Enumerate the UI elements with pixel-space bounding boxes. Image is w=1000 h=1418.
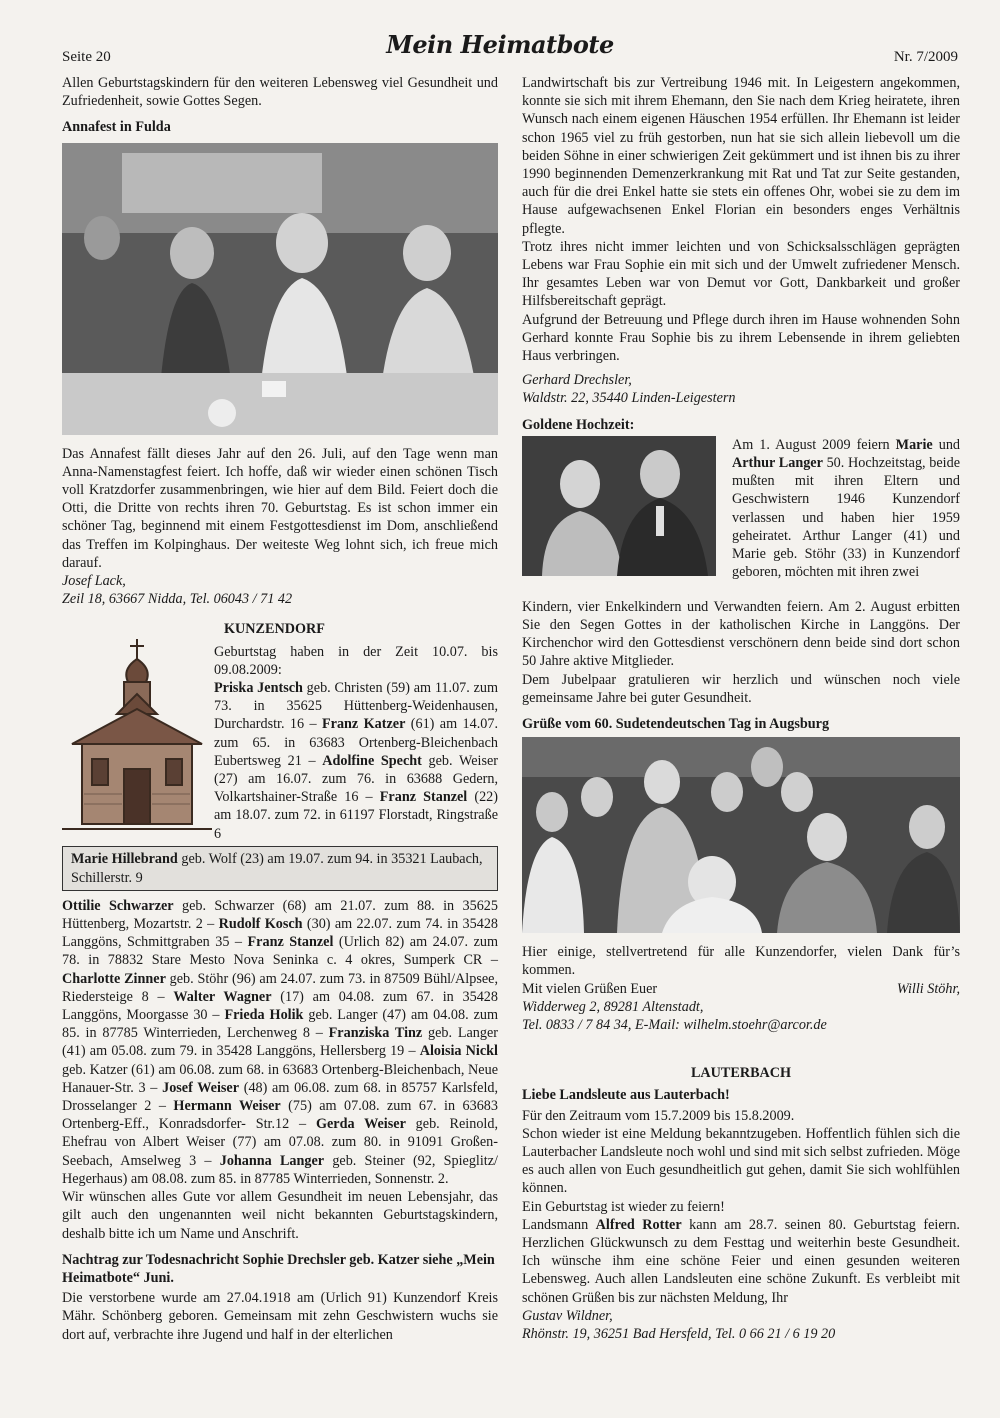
golden-wedding-photo-graphic [522, 436, 716, 576]
page-number: Seite 20 [62, 49, 111, 65]
birthday-list-name: Josef Weiser [162, 1079, 240, 1096]
lauterbach-birthday-name: Alfred Rotter [595, 1216, 682, 1233]
gruesse-signature-name: Willi Stöhr, [896, 980, 960, 997]
goldene-heading: Goldene Hochzeit: [522, 416, 635, 433]
nachtrag-heading: Nachtrag zur Todesnachricht Sophie Drechsler geb. Katzer siehe „Mein Heimatbote“ Juni. [62, 1251, 495, 1286]
goldene-text-rest: Kindern, vier Enkelkindern und Verwandten feiern. Am 2. August erbitten Sie den Segen Gottes in der katholischen Kirche in Langgöns. Der Kirchenchor wird den Gottesdienst verschönern denn beide sind dort schon 50 Jahre aktive Mitglieder. [522, 598, 960, 670]
lauterbach-text-3a: Landsmann [522, 1216, 596, 1233]
highlighted-birthday-name: Marie Hillebrand [71, 851, 178, 868]
birthday-details: (61) am 14.07. zum 65. in 63683 Ortenberg-Bleichenbach Eubertsweg 21 – [214, 716, 498, 769]
gruesse-signature-address: Widderweg 2, 89281 Altenstadt, [522, 998, 704, 1015]
birthday-list-details: geb. Langer (47) am 04.08. zum 85. in 87785 Winterrieden, Lerchenweg 8 – [62, 1007, 498, 1042]
birthday-list-name: Hermann Weiser [173, 1098, 281, 1115]
annafest-signature-name: Josef Lack, [62, 573, 126, 590]
birthday-list-name: Aloisia Nickl [419, 1043, 498, 1060]
kunzendorf-section [62, 616, 499, 842]
lauterbach-text-3b: kann am 28.7. seinen 80. Geburtstag feiern. Herzlichen Glückwunsch zu dem Festtag und weiterhin beste Gesundheit. Ich wünsche ihm eine schöne Feier und einen gesunden weiteren Lebensweg. Auch allen Landsleuten eine schöne Zukunft. Es verbleibt mit schönen Grüßen bis zur nächsten Meldung, Ihr [522, 1216, 960, 1306]
goldene-name-2: Arthur Langer [732, 455, 823, 472]
sudetendeutscher-tag-photo [522, 737, 960, 933]
birthday-details: geb. Christen (59) am 11.07. zum 73. in 35625 Hüttenberg-Weidenhausen, Durchardstr. 16 – [214, 680, 498, 733]
nachtrag-text: Die verstorbene wurde am 27.04.1918 am (Urlich 91) Kunzendorf Kreis Mähr. Schönberg geboren. Gemeinsam mit zehn Geschwistern wuchs sie dort auf, verbrachte ihre Jugend und half in der elterlichen [62, 1290, 498, 1343]
obituary-continuation-2: Trotz ihres nicht immer leichten und von Schicksalsschlägen geprägten Lebens war Frau Sophie ein mit sich und der Umwelt zufriedener Mensch. Ihr gesamtes Leben war von Demut vor Gott, Dankbarkeit und großer Hilfsbereitschaft geprägt. [522, 238, 960, 310]
birthday-list-name: Franz Stanzel [247, 934, 334, 951]
lauterbach-text-3 [522, 1216, 960, 1307]
goldene-text-b: und [932, 436, 960, 453]
goldene-text-c: 50. Hochzeitstag, beide mußten mit ihren Eltern und Geschwistern 1946 Kunzendorf verlassen und haben hier 1959 geheiratet. Arthur Langer (41) und Marie geb. Stöhr (33) in Kunzendorf geboren, möchten mit ihren zwei [732, 455, 960, 581]
lauterbach-subheading: Liebe Landsleute aus Lauterbach! [522, 1087, 730, 1104]
birthday-list-details: (75) am 07.08. zum 67. in 63683 Ortenberg-Eff., Konradsdorfer- Str.12 – [62, 1098, 498, 1133]
gruesse-closing-row [522, 980, 960, 998]
lauterbach-text-2: Ein Geburtstag ist wieder zu feiern! [522, 1198, 725, 1215]
birthday-list-details: (30) am 22.07. zum 74. in 35428 Langgöns, Schmittgraben 35 – [62, 916, 499, 951]
birthday-list-details: geb. Reinold, Ehefrau von Albert Weiser (77) am 07.08. zum 80. in 91091 Großen-Seebach, Amselweg 3 – [62, 1116, 498, 1169]
issue-number: Nr. 7/2009 [893, 49, 958, 65]
obituary-continuation-3: Aufgrund der Betreuung und Pflege durch ihren im Hause wohnenden Sohn Gerhard konnte Frau Sophie bis zu ihrem Lebensende in ihrem geliebten Haus verbringen. [522, 311, 960, 365]
annafest-photo [62, 143, 498, 435]
intro-text: Allen Geburtstagskindern für den weiteren Lebensweg viel Gesundheit und Zufriedenheit, sowie Gottes Segen. [62, 75, 498, 110]
birthday-list-name: Gerda Weiser [315, 1116, 406, 1133]
church-illustration [62, 634, 212, 834]
birthday-list-name: Rudolf Kosch [218, 916, 303, 933]
birthday-list-details: geb. Katzer (61) am 06.08. zum 68. in 63683 Ortenberg-Bleichenbach, Neue Hanauer-Str. 3 – [62, 1061, 498, 1096]
annafest-heading: Annafest in Fulda [62, 119, 171, 136]
lauterbach-text-1: Schon wieder ist eine Meldung bekanntzugeben. Hoffentlich fühlen sich die Lauterbacher Landsleute noch wohl und sind mit sich selbst zufrieden. Möge es auch allen von Euch gesundheitlich gut gehen, damit Sie sich wohlfühlen können. [522, 1125, 960, 1197]
birthday-list-details: geb. Steiner (92, Spieglitz/ Hegerhaus) am 08.08. zum 85. in 87785 Winterrieden, Sonnenstr. 2. [62, 1152, 498, 1187]
birthday-list-details: (48) am 06.08. zum 68. in 85757 Karlsfeld, Drosselanger 2 – [62, 1079, 499, 1115]
goldene-wish: Dem Jubelpaar gratulieren wir herzlich und wünschen noch viele gemeinsame Jahre bei guter Gesundheit. [522, 671, 960, 706]
lauterbach-signature-address: Rhönstr. 19, 36251 Bad Hersfeld, Tel. 0 66 21 / 6 19 20 [522, 1325, 836, 1342]
birthday-list-details: (17) am 04.08. zum 67. in 35428 Langgöns, Moorgasse 30 – [62, 988, 498, 1024]
obituary-signature-address: Waldstr. 22, 35440 Linden-Leigestern [522, 390, 736, 407]
birthday-name: Adolfine Specht [322, 752, 422, 769]
birthday-list-name: Ottilie Schwarzer [62, 897, 174, 914]
birthday-wish: Wir wünschen alles Gute vor allem Gesundheit im neuen Lebensjahr, das gilt auch den ungenannten weil nicht bekannten Geburtstagskindern, deshalb bitte ich um Name und Anschrift. [62, 1189, 498, 1242]
kunzendorf-intro [214, 643, 498, 843]
birthday-list-details: geb. Schwarzer (68) am 21.07. zum 88. in 35625 Hüttenberg, Mozartstr. 2 – [62, 897, 498, 933]
golden-wedding-photo [522, 436, 716, 576]
kunzendorf-intro-text: Geburtstag haben in der Zeit 10.07. bis 09.08.2009: [214, 643, 498, 678]
highlighted-birthday-details: geb. Wolf (23) am 19.07. zum 94. in 35321 Laubach, Schillerstr. 9 [71, 851, 483, 886]
highlighted-birthday-box [62, 846, 498, 890]
gruesse-signature-contact: Tel. 0833 / 7 84 34, E-Mail: wilhelm.stoehr@arcor.de [522, 1016, 827, 1033]
goldene-text-a: Am 1. August 2009 feiern [732, 436, 896, 453]
birthday-list-name: Franziska Tinz [328, 1025, 423, 1042]
gruesse-closing: Mit vielen Grüßen Euer [522, 980, 658, 997]
birthday-name: Franz Stanzel [379, 789, 468, 806]
birthday-name: Franz Katzer [321, 716, 406, 733]
birthday-list [62, 897, 498, 1188]
birthday-name: Priska Jentsch [214, 680, 303, 697]
birthday-details: (22) am 18.07. zum 72. in 61197 Florstadt, Ringstraße 6 [214, 789, 498, 842]
annafest-text: Das Annafest fällt dieses Jahr auf den 26. Juli, auf den Tage wenn man Anna-Namenstagfest feiert. Ich hoffe, daß wir wieder einen schönen Tisch voll Kratzdorfer zusammenbringen, wie hier auf dem Bild. Feiert doch die Otti, die Dritte von rechts ihren 70. Geburtstag. Es ist schon immer ein schöner Tag, beginnend mit einem Festgottesdienst im Dom, anschließend das Treffen im Kolpinghaus. Der weiteste Weg lohnt sich, ich freue mich darauf. [62, 445, 498, 571]
birthday-list-name: Charlotte Zinner [62, 970, 166, 987]
group-photo-graphic [522, 737, 960, 933]
obituary-signature-name: Gerhard Drechsler, [522, 372, 632, 389]
birthday-list-name: Johanna Langer [219, 1152, 325, 1169]
goldene-text [732, 436, 960, 582]
birthday-list-details: (Urlich 82) am 24.07. zum 78. in 78832 Stare Mesto Nova Seninka c. 4 okres, Sumperk CR – [62, 934, 498, 969]
obituary-continuation-1: Landwirtschaft bis zur Vertreibung 1946 mit. In Leigestern angekommen, konnte sie sich mit ihrem Ehemann, den Sie nach dem Krieg heiratete, ihren Wunsch nach einem eigenen Häuschen 1954 erfüllen. Ihr Ehemann ist leider schon 1965 viel zu früh gestorben, nun hat sie sich allein liebevoll um die beiden Söhne in einer schwierigen Zeit gekümmert und ist ihnen bis zu ihrer 1990 beginnenden Demenzerkrankung mit Rat und Tat zur Seite gestanden, auch für die drei Enkel hatte sie stets ein offenes Ohr, wobei sie zu dem im Hause aufgewachsenen Enkel Florian ein besonders enges Verhältnis pflegte. [522, 75, 960, 237]
gruesse-text: Hier einige, stellvertretend für alle Kunzendorfer, vielen Dank für’s kommen. [522, 944, 960, 979]
kunzendorf-heading: KUNZENDORF [224, 621, 325, 638]
birthday-list-details: geb. Stöhr (96) am 24.07. zum 73. in 87509 Bühl/Alpsee, Riedersteige 8 – [62, 970, 499, 1005]
lauterbach-period: Für den Zeitraum vom 15.7.2009 bis 15.8.2009. [522, 1107, 795, 1124]
lauterbach-heading: LAUTERBACH [690, 1065, 792, 1082]
right-column [522, 74, 960, 1343]
goldene-name-1: Marie [895, 436, 933, 453]
goldene-section [522, 436, 960, 598]
kunzendorf-birthdays [214, 616, 498, 842]
birthday-list-name: Frieda Holik [224, 1007, 304, 1024]
birthday-list-name: Walter Wagner [173, 988, 272, 1005]
birthday-details: geb. Weiser (27) am 16.07. zum 76. in 63688 Gedern, Volkartshainer-Straße 16 – [214, 752, 499, 806]
masthead-title: Mein Heimatbote [386, 30, 614, 59]
lauterbach-signature-name: Gustav Wildner, [522, 1307, 613, 1324]
church-icon [62, 634, 212, 834]
left-column [62, 74, 498, 1344]
gruesse-heading: Grüße vom 60. Sudetendeutschen Tag in Augsburg [522, 716, 830, 733]
annafest-signature-address: Zeil 18, 63667 Nidda, Tel. 06043 / 71 42 [62, 591, 293, 608]
birthday-list-details: geb. Langer (41) am 05.08. zum 79. in 35428 Langgöns, Hellersberg 19 – [62, 1025, 498, 1060]
annafest-photo-graphic [62, 143, 498, 435]
